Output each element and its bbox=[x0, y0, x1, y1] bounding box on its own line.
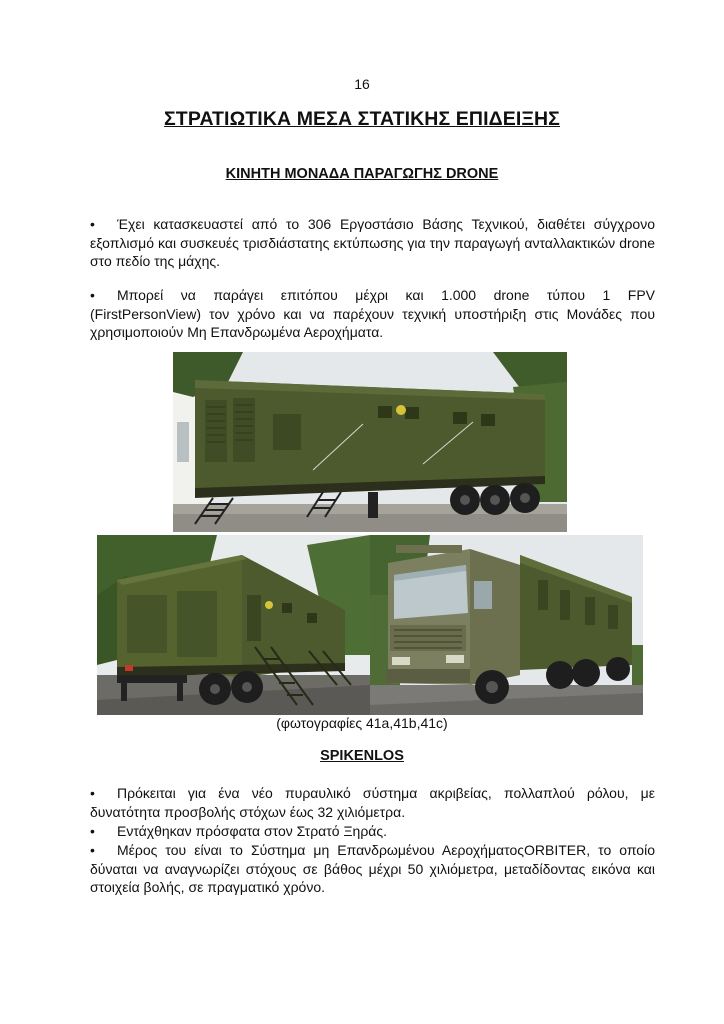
bullet-text: εξοπλισμό και συσκευές τρισδιάστατης εκτύπωσης για την παραγωγή ανταλλακτικών drone στο πεδίο της μάχης. bbox=[90, 234, 655, 270]
bullet-text-first-line: Εντάχθηκαν πρόσφατα στον Στρατό Ξηράς. bbox=[117, 823, 388, 839]
bullet-text-first-line: Πρόκειται για ένα νέο πυραυλικό σύστημα ακριβείας, πολλαπλού ρόλου, με bbox=[117, 785, 655, 801]
bullet-dot: • bbox=[90, 785, 95, 801]
list-item bbox=[90, 841, 655, 897]
page-number: 16 bbox=[354, 76, 370, 92]
bullet-text-first-line: Μέρος του είναι το Σύστημα μη Επανδρωμένου ΑεροχήματοςORBITER, το οποίο bbox=[117, 842, 655, 858]
bullet-dot: • bbox=[90, 216, 95, 232]
bullet-text-first-line: Έχει κατασκευαστεί από το 306 Εργοστάσιο Βάσης Τεχνικού, διαθέτει σύγχρονο bbox=[117, 216, 655, 232]
bullet-dot: • bbox=[90, 287, 95, 303]
photo-trailer-rear bbox=[97, 535, 370, 715]
section-heading-spikenlos: SPIKENLOS bbox=[320, 748, 404, 764]
list-item bbox=[90, 822, 655, 841]
photo-trailer-side bbox=[173, 352, 567, 532]
bullet-dot: • bbox=[90, 823, 95, 839]
bullet-text-first-line: Μπορεί να παράγει επιτόπου μέχρι και 1.000 drone τύπου 1 FPV bbox=[117, 287, 655, 303]
photo-caption: (φωτογραφίες 41a,41b,41c) bbox=[276, 715, 448, 731]
list-item bbox=[90, 286, 655, 342]
section-heading-drone-unit: ΚΙΝΗΤΗ ΜΟΝΑΔΑ ΠΑΡΑΓΩΓΗΣ DRONE bbox=[225, 166, 499, 182]
photo-truck-front bbox=[370, 535, 643, 715]
bullet-text: (FirstPersonView) τον χρόνο και να παρέχουν τεχνική υποστήριξη στις Μονάδες που χρησιμοποιούν Μη Επανδρωμένα Αεροχήματα. bbox=[90, 305, 655, 341]
list-item bbox=[90, 215, 655, 271]
page-title: ΣΤΡΑΤΙΩΤΙΚΑ ΜΕΣΑ ΣΤΑΤΙΚΗΣ ΕΠΙΔΕΙΞΗΣ bbox=[164, 108, 560, 130]
bullet-text: δύναται να αναγνωρίζει στόχους σε βάθος μέχρι 50 χιλιόμετρα, μεταδίδοντας εικόνα και στοιχεία βολής, σε πραγματικό χρόνο. bbox=[90, 860, 655, 896]
bullet-text: δυνατότητα προσβολής στόχων έως 32 χιλιόμετρα. bbox=[90, 803, 406, 820]
list-item bbox=[90, 784, 655, 821]
bullet-dot: • bbox=[90, 842, 95, 858]
